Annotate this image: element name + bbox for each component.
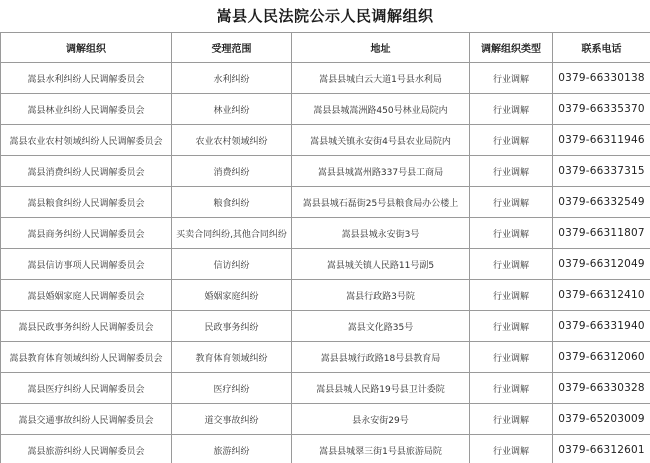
address-cell[interactable]: 嵩县县城翠三街1号县旅游局院 [292, 435, 470, 463]
scope-cell[interactable]: 买卖合同纠纷,其他合同纠纷 [172, 218, 292, 249]
column-header-type[interactable]: 调解组织类型 [470, 33, 553, 63]
scope-cell[interactable]: 信访纠纷 [172, 249, 292, 280]
phone-cell[interactable]: 0379-66312049 [553, 249, 650, 280]
address-cell[interactable]: 嵩县县城永安街3号 [292, 218, 470, 249]
address-cell[interactable]: 嵩县县城人民路19号县卫计委院 [292, 373, 470, 404]
address-cell[interactable]: 嵩县县城嵩洲路450号林业局院内 [292, 94, 470, 125]
phone-cell[interactable]: 0379-66330328 [553, 373, 650, 404]
type-cell[interactable]: 行业调解 [470, 373, 553, 404]
column-header-scope[interactable]: 受理范围 [172, 33, 292, 63]
org-cell[interactable]: 嵩县信访事项人民调解委员会 [1, 249, 172, 280]
address-cell[interactable]: 嵩县县城白云大道1号县水利局 [292, 63, 470, 94]
org-cell[interactable]: 嵩县消费纠纷人民调解委员会 [1, 156, 172, 187]
address-cell[interactable]: 县永安街29号 [292, 404, 470, 435]
org-cell[interactable]: 嵩县农业农村领域纠纷人民调解委员会 [1, 125, 172, 156]
phone-cell[interactable]: 0379-66330138 [553, 63, 650, 94]
phone-cell[interactable]: 0379-66331940 [553, 311, 650, 342]
scope-cell[interactable]: 婚姻家庭纠纷 [172, 280, 292, 311]
org-cell[interactable]: 嵩县水利纠纷人民调解委员会 [1, 63, 172, 94]
table-row [1, 249, 650, 280]
scope-cell[interactable]: 粮食纠纷 [172, 187, 292, 218]
org-cell[interactable]: 嵩县林业纠纷人民调解委员会 [1, 94, 172, 125]
table-row [1, 280, 650, 311]
column-header-phone[interactable]: 联系电话 [553, 33, 650, 63]
scope-cell[interactable]: 水利纠纷 [172, 63, 292, 94]
scope-cell[interactable]: 旅游纠纷 [172, 435, 292, 463]
phone-cell[interactable]: 0379-66311946 [553, 125, 650, 156]
org-cell[interactable]: 嵩县商务纠纷人民调解委员会 [1, 218, 172, 249]
table-row [1, 373, 650, 404]
address-cell[interactable]: 嵩县县城行政路18号县教育局 [292, 342, 470, 373]
address-cell[interactable]: 嵩县文化路35号 [292, 311, 470, 342]
table-row [1, 404, 650, 435]
page-title: 嵩县人民法院公示人民调解组织 [216, 7, 434, 25]
type-cell[interactable]: 行业调解 [470, 63, 553, 94]
scope-cell[interactable]: 消费纠纷 [172, 156, 292, 187]
phone-cell[interactable]: 0379-66312060 [553, 342, 650, 373]
address-cell[interactable]: 嵩县城关镇人民路11号副5 [292, 249, 470, 280]
type-cell[interactable]: 行业调解 [470, 311, 553, 342]
scope-cell[interactable]: 教育体育领域纠纷 [172, 342, 292, 373]
table-row [1, 187, 650, 218]
scope-cell[interactable]: 道交事故纠纷 [172, 404, 292, 435]
scope-cell[interactable]: 医疗纠纷 [172, 373, 292, 404]
org-cell[interactable]: 嵩县粮食纠纷人民调解委员会 [1, 187, 172, 218]
table-row [1, 435, 650, 463]
table-row [1, 311, 650, 342]
phone-cell[interactable]: 0379-66335370 [553, 94, 650, 125]
org-cell[interactable]: 嵩县婚姻家庭人民调解委员会 [1, 280, 172, 311]
phone-cell[interactable]: 0379-66337315 [553, 156, 650, 187]
mediation-table [0, 32, 650, 463]
type-cell[interactable]: 行业调解 [470, 94, 553, 125]
header-row [1, 33, 650, 63]
scope-cell[interactable]: 林业纠纷 [172, 94, 292, 125]
org-cell[interactable]: 嵩县交通事故纠纷人民调解委员会 [1, 404, 172, 435]
table-row [1, 125, 650, 156]
phone-cell[interactable]: 0379-65203009 [553, 404, 650, 435]
type-cell[interactable]: 行业调解 [470, 280, 553, 311]
type-cell[interactable]: 行业调解 [470, 249, 553, 280]
phone-cell[interactable]: 0379-66312601 [553, 435, 650, 463]
type-cell[interactable]: 行业调解 [470, 187, 553, 218]
type-cell[interactable]: 行业调解 [470, 342, 553, 373]
scope-cell[interactable]: 民政事务纠纷 [172, 311, 292, 342]
table-row [1, 156, 650, 187]
org-cell[interactable]: 嵩县旅游纠纷人民调解委员会 [1, 435, 172, 463]
table-row [1, 63, 650, 94]
phone-cell[interactable]: 0379-66312410 [553, 280, 650, 311]
type-cell[interactable]: 行业调解 [470, 404, 553, 435]
column-header-org[interactable]: 调解组织 [1, 33, 172, 63]
type-cell[interactable]: 行业调解 [470, 435, 553, 463]
address-cell[interactable]: 嵩县县城嵩州路337号县工商局 [292, 156, 470, 187]
type-cell[interactable]: 行业调解 [470, 218, 553, 249]
type-cell[interactable]: 行业调解 [470, 156, 553, 187]
org-cell[interactable]: 嵩县医疗纠纷人民调解委员会 [1, 373, 172, 404]
type-cell[interactable]: 行业调解 [470, 125, 553, 156]
address-cell[interactable]: 嵩县城关镇永安街4号县农业局院内 [292, 125, 470, 156]
scope-cell[interactable]: 农业农村领域纠纷 [172, 125, 292, 156]
phone-cell[interactable]: 0379-66311807 [553, 218, 650, 249]
table-row [1, 342, 650, 373]
org-cell[interactable]: 嵩县民政事务纠纷人民调解委员会 [1, 311, 172, 342]
address-cell[interactable]: 嵩县县城石磊街25号县粮食局办公楼上 [292, 187, 470, 218]
phone-cell[interactable]: 0379-66332549 [553, 187, 650, 218]
address-cell[interactable]: 嵩县行政路3号院 [292, 280, 470, 311]
table-row [1, 218, 650, 249]
org-cell[interactable]: 嵩县教育体育领域纠纷人民调解委员会 [1, 342, 172, 373]
column-header-address[interactable]: 地址 [292, 33, 470, 63]
table-row [1, 94, 650, 125]
